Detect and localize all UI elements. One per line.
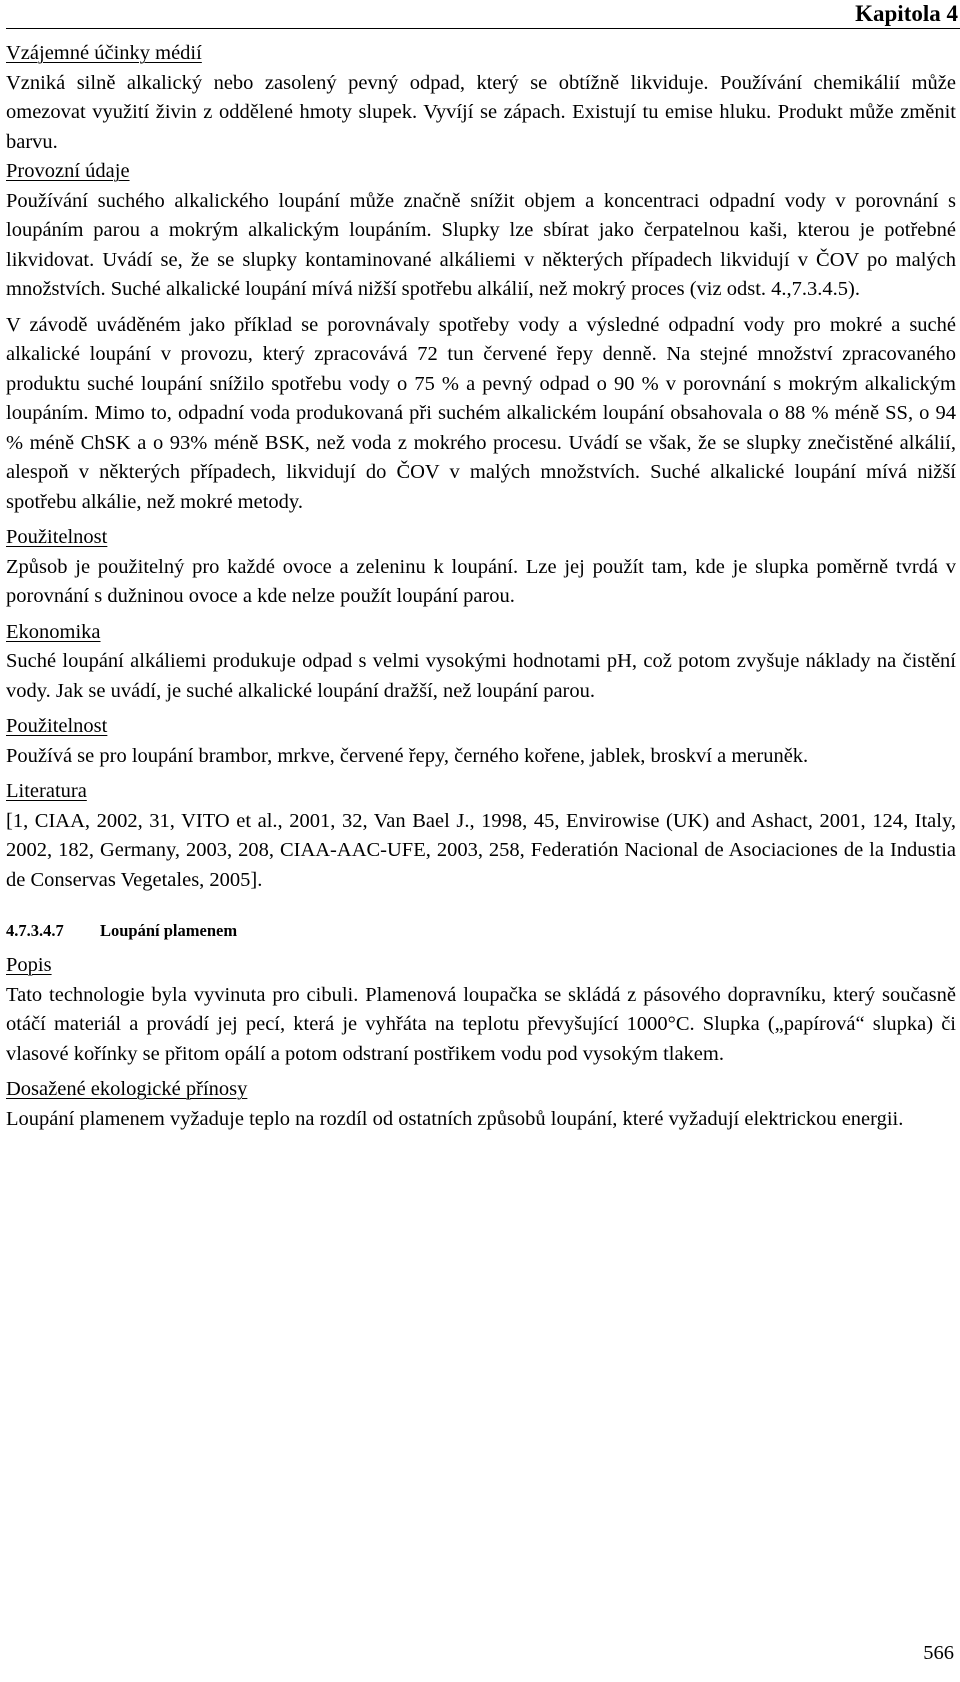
paragraph-cross-media: Vzniká silně alkalický nebo zasolený pevný odpad, který se obtížně likviduje. Používání chemikálií může omezovat využití živin z oddělené hmoty slupek. Vyvíjí se zápach. Existují tu emise hluku. Produkt může změnit barvu.: [6, 71, 956, 153]
document-body: [6, 39, 956, 1134]
paragraph-description: Tato technologie byla vyvinuta pro cibuli. Plamenová loupačka se skládá z pásového dopravníku, který současně otáčí materiál a provádí jej pecí, která je vyhřáta na teplotu převyšující 1000°C. Slupka („papírová“ slupka) či vlasové kořínky se přitom opálí a potom odstraní postřikem vodu pod vysokým tlakem.: [6, 983, 956, 1065]
heading-benefits: Dosažené ekologické přínosy: [6, 1078, 248, 1100]
paragraph-applicability-2: Používá se pro loupání brambor, mrkve, červené řepy, černého kořene, jablek, broskví a meruněk.: [6, 744, 809, 767]
paragraph-economics: Suché loupání alkáliemi produkuje odpad s velmi vysokými hodnotami pH, což potom zvyšuje náklady na čistění vody. Jak se uvádí, je suché alkalické loupání dražší, než loupání parou.: [6, 650, 956, 702]
section-title-flame-peeling: [6, 917, 956, 945]
paragraph-literature: [1, CIAA, 2002, 31, VITO et al., 2001, 32, Van Bael J., 1998, 45, Envirowise (UK) and Ashact, 2001, 124, Italy, 2002, 182, Germany, 2003, 208, CIAA-AAC-UFE, 2003, 258, Federatión Nacional de Asociaciones de la Industia de Conservas Vegetales, 2005].: [6, 809, 956, 891]
page-number: 566: [923, 1642, 954, 1664]
heading-description: Popis: [6, 954, 52, 976]
section-title-text: Loupání plamenem: [100, 921, 238, 940]
page-header: [6, 0, 960, 29]
chapter-label: Kapitola 4: [855, 1, 958, 26]
heading-literature: Literatura: [6, 780, 87, 802]
heading-operational-data: Provozní údaje: [6, 160, 130, 182]
heading-cross-media: Vzájemné účinky médií: [6, 42, 202, 64]
paragraph-benefits: Loupání plamenem vyžaduje teplo na rozdíl od ostatních způsobů loupání, které vyžadují elektrickou energii.: [6, 1107, 904, 1130]
paragraph-applicability: Způsob je použitelný pro každé ovoce a zeleninu k loupání. Lze jej použít tam, kde je slupka poměrně tvrdá v porovnání s dužninou ovoce a kde nelze použít loupání parou.: [6, 555, 956, 607]
heading-applicability: Použitelnost: [6, 526, 108, 548]
paragraph-operational-data: Používání suchého alkalického loupání může značně snížit objem a koncentraci odpadní vody v porovnání s loupáním parou a mokrým alkalickým loupáním. Slupky lze sbírat jako čerpatelnou kaši, kterou je potřebné likvidovat. Uvádí se, že se slupky kontaminované alkáliemi v některých případech likvidují v ČOV po malých množstvích. Suché alkalické loupání mívá nižší spotřebu alkálií, než mokrý proces (viz odst. 4.,7.3.4.5).: [6, 189, 956, 300]
section-number: 4.7.3.4.7: [6, 921, 64, 940]
heading-applicability-2: Použitelnost: [6, 715, 108, 737]
heading-economics: Ekonomika: [6, 620, 101, 643]
paragraph-operational-data-example: V závodě uváděném jako příklad se porovnávaly spotřeby vody a výsledné odpadní vody pro mokré a suché alkalické loupání v provozu, který zpracovává 72 tun červené řepy denně. Na stejné množství zpracovaného produktu suché loupání snížilo spotřebu vody o 75 % a pevný odpad o 90 % v porovnání s mokrým alkalickým loupáním. Mimo to, odpadní voda produkovaná při suchém alkalickém loupání obsahovala o 88 % méně SS, o 94 % méně ChSK a o 93% méně BSK, než voda z mokrého procesu. Uvádí se však, že se slupky znečistěné alkálií, alespoň v některých případech, likvidují do ČOV v malých množstvích. Suché alkalické loupání mívá nižší spotřebu alkálie, než mokré metody.: [6, 313, 956, 513]
